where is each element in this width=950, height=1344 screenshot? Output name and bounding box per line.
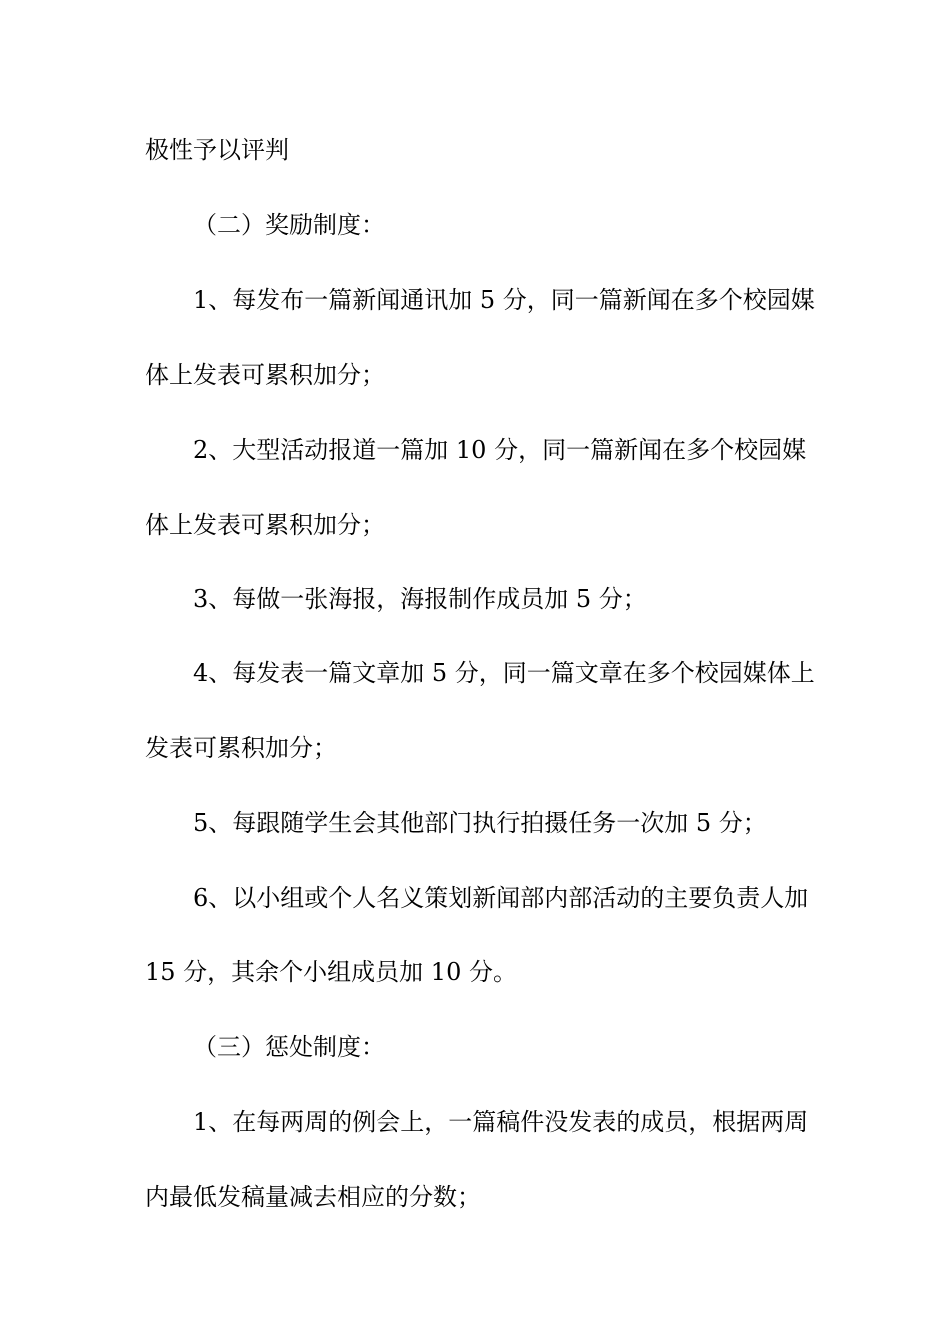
paragraph-line: 2、大型活动报道一篇加 10 分，同一篇新闻在多个校园媒 — [193, 436, 807, 464]
paragraph-line: 内最低发稿量减去相应的分数； — [145, 1183, 481, 1211]
paragraph-line: 15 分，其余个小组成员加 10 分。 — [145, 958, 517, 986]
paragraph-line: 发表可累积加分； — [145, 734, 337, 762]
paragraph-line: 4、每发表一篇文章加 5 分，同一篇文章在多个校园媒体上 — [193, 659, 815, 687]
paragraph-line: 1、每发布一篇新闻通讯加 5 分，同一篇新闻在多个校园媒 — [193, 286, 815, 314]
paragraph-line: 6、以小组或个人名义策划新闻部内部活动的主要负责人加 — [193, 884, 809, 912]
paragraph-line: 3、每做一张海报，海报制作成员加 5 分； — [193, 585, 647, 613]
paragraph-line: 体上发表可累积加分； — [145, 511, 385, 539]
section-heading-rewards: （二）奖励制度： — [193, 211, 385, 239]
paragraph-line: 极性予以评判 — [145, 136, 289, 164]
paragraph-line: 1、在每两周的例会上，一篇稿件没发表的成员，根据两周 — [193, 1108, 809, 1136]
paragraph-line: 5、每跟随学生会其他部门执行拍摄任务一次加 5 分； — [193, 809, 767, 837]
paragraph-line: 体上发表可累积加分； — [145, 361, 385, 389]
section-heading-penalties: （三）惩处制度： — [193, 1033, 385, 1061]
